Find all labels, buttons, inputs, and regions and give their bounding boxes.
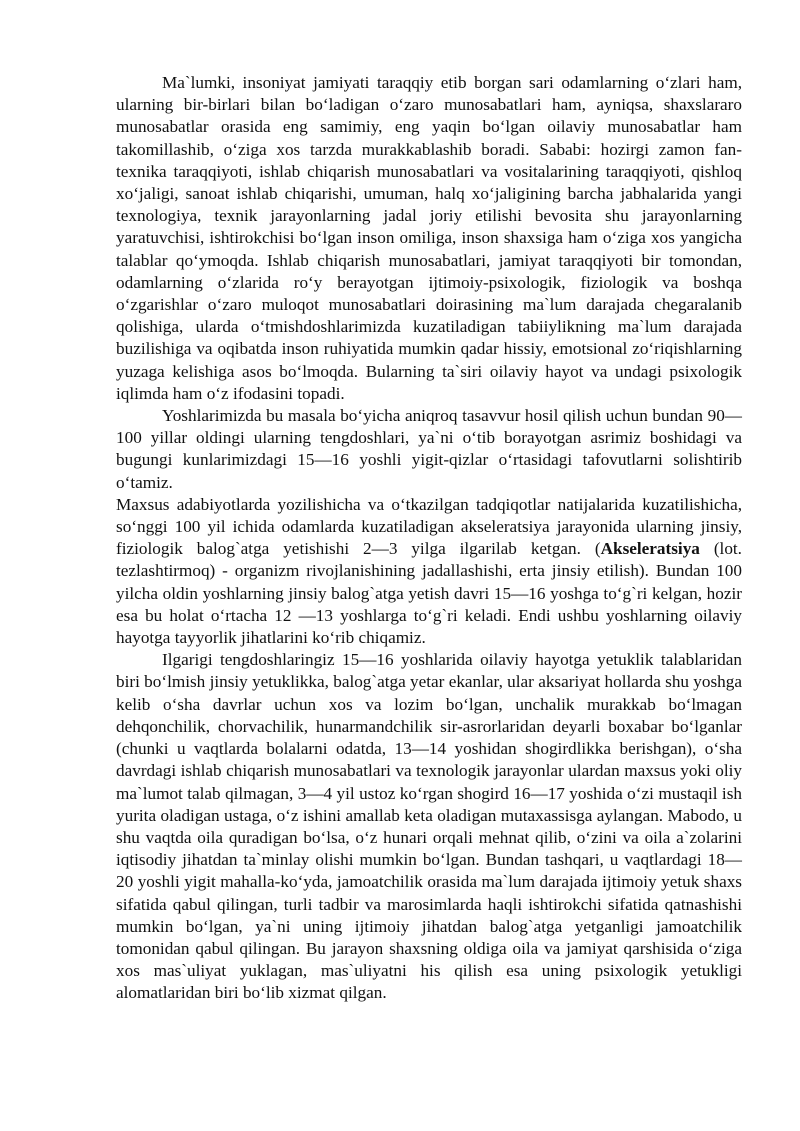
document-page	[116, 72, 742, 1005]
paragraph-2: Yoshlarimizda bu masala bo‘yicha aniqroq tasavvur hosil qilish uchun bundan 90—100 yillar oldingi ularning tengdoshlari, ya`ni o‘tib borayotgan asrimiz boshidagi va bugungi kunlarimizdagi 15—16 yoshli yigit-qizlar o‘rtasidagi tafovutlarni solishtirib o‘tamiz.	[116, 406, 742, 492]
paragraph-3-after: (lot. tezlashtirmoq) - organizm rivojlanishining jadallashishi, erta jinsiy etilish). Bundan 100 yilcha oldin yoshlarning jinsiy balog`atga yetish davri 15—16 yoshga to‘g`ri kelgan, hozir esa bu holat o‘rtacha 12 —13 yoshlarga to‘g`ri keladi. Endi ushbu yoshlarning oilaviy hayotga tayyorlik jihatlarini ko‘rib chiqamiz.	[116, 539, 742, 648]
term-akseleratsiya: Akseleratsiya	[600, 539, 700, 559]
paragraph-3	[116, 494, 742, 649]
paragraph-3-before: Maxsus adabiyotlarda yozilishicha va o‘tkazilgan tadqiqotlar natijalarida kuzatilishicha, so‘nggi 100 yil ichida odamlarda kuzatiladigan akseleratsiya jarayonida ularning jinsiy, fiziologik balog`atga yetishishi 2—3 yilga ilgarilab ketgan. (	[116, 494, 742, 559]
paragraph-4: Ilgarigi tengdoshlaringiz 15—16 yoshlarida oilaviy hayotga yetuklik talablaridan biri bo‘lmish jinsiy yetuklikka, balog`atga yetar ekanlar, ular aksariyat hollarda shu yoshga kelib o‘sha davrlar uchun xos va lozim bo‘lgan, unchalik murakkab bo‘lmagan dehqonchilik, chorvachilik, hunarmandchilik sir-asrorlaridan deyarli boxabar bo‘lganlar (chunki u vaqtlarda bolalarni odatda, 13—14 yoshidan shogirdlikka berishgan), o‘sha davrdagi ishlab chiqarish munosabatlari va texnologik jarayonlar ulardan maxsus yoki oliy ma`lumot talab qilmagan, 3—4 yil ustoz ko‘rgan shogird 16—17 yoshida o‘zi mustaqil ish yurita oladigan ustaga, o‘z ishini amallab keta oladigan mutaxassisga aylangan. Mabodo, u shu vaqtda oila quradigan bo‘lsa, o‘z hunari orqali mehnat qilib, o‘zini va oila a`zolarini iqtisodiy jihatdan ta`minlay olishi mumkin bo‘lgan. Bundan tashqari, u vaqtlardagi 18—20 yoshli yigit mahalla-ko‘yda, jamoatchilik orasida ma`lum darajada ijtimoiy yetuk shaxs sifatida qabul qilingan, turli tadbir va marosimlarda haqli ishtirokchi sifatida qatnashishi mumkin bo‘lgan, ya`ni uning ijtimoiy jihatdan balog`atga yetganligi jamoatchilik tomonidan qabul qilingan. Bu jarayon shaxsning oldiga oila va jamiyat qarshisida o‘ziga xos mas`uliyat yuklagan, mas`uliyatni his qilish esa uning psixologik yetukligi alomatlaridan biri bo‘lib xizmat qilgan.	[116, 650, 743, 1003]
paragraph-1: Ma`lumki, insoniyat jamiyati taraqqiy etib borgan sari odamlarning o‘zlari ham, ularning bir-birlari bilan bo‘ladigan o‘zaro munosabatlari ham, ayniqsa, shaxslararo munosabatlar orasida eng samimiy, eng yaqin bo‘lgan oilaviy munosabatlar ham takomillashib, o‘ziga xos tarzda murakkablashib boradi. Sababi: hozirgi zamon fan-texnika taraqqiyoti, ishlab chiqarish munosabatlari va vositalarining taraqqiyoti, qishloq xo‘jaligi, sanoat ishlab chiqarishi, umuman, halq xo‘jaligining barcha jabhalarida yangi texnologiya, texnik jarayonlarning jadal joriy etilishi bevosita shu jarayonlarning yaratuvchisi, ishtirokchisi bo‘lgan inson omiliga, inson shaxsiga ham o‘ziga xos yangicha talablar qo‘ymoqda. Ishlab chiqarish munosabatlari, jamiyat taraqqiyoti bir tomondan, odamlarning o‘zlarida ro‘y berayotgan ijtimoiy-psixologik, fiziologik va boshqa o‘zgarishlar o‘zaro muloqot munosabatlari doirasining ma`lum darajada chegaralanib qolishiga, ularda o‘tmishdoshlarimizda kuzatiladigan tabiiylikning ma`lum darajada buzilishiga va oqibatda inson ruhiyatida mumkin qadar hissiy, emotsional zo‘riqishlarning yuzaga kelishiga asos bo‘lmoqda. Bularning ta`siri oilaviy hayot va undagi psixologik iqlimda ham o‘z ifodasini topadi.	[116, 73, 742, 403]
